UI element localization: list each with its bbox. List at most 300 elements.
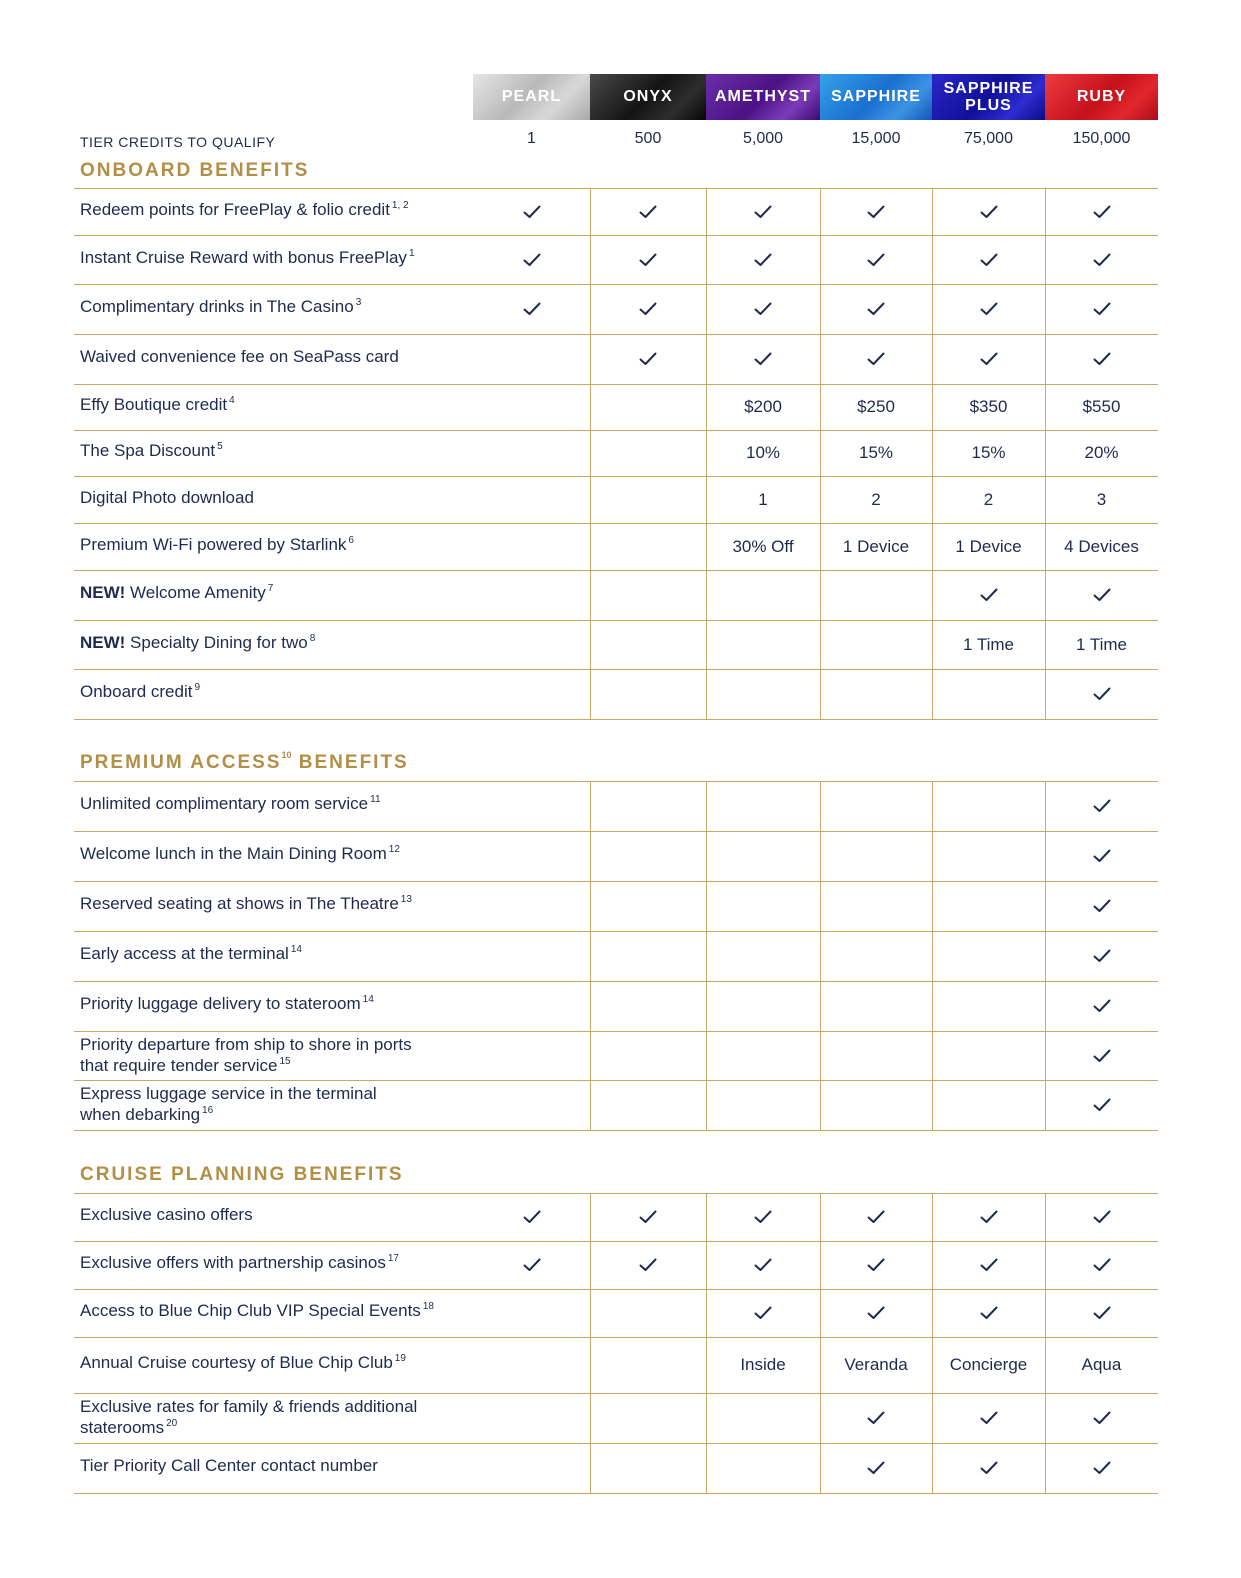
benefit-label-text: Unlimited complimentary room service [80, 794, 369, 813]
cell-splus [932, 781, 1045, 831]
benefit-label-text: Exclusive offers with partnership casinos [80, 1253, 386, 1272]
footnote-marker: 1 [408, 248, 415, 259]
cell-sapphire [820, 1031, 932, 1080]
cell-pearl [473, 570, 590, 620]
checkmark-icon [867, 1258, 885, 1272]
cell-ruby [1045, 981, 1158, 1031]
cell-ruby [1045, 1393, 1158, 1443]
checkmark-icon [639, 253, 657, 267]
cell-onyx [590, 1337, 706, 1393]
checkmark-icon [980, 588, 998, 602]
checkmark-icon [1093, 899, 1111, 913]
cell-pearl [473, 476, 590, 523]
section-title: CRUISE PLANNING BENEFITS [80, 1164, 404, 1185]
benefit-label [80, 1455, 500, 1476]
cell-onyx [590, 1393, 706, 1443]
cell-pearl [473, 188, 590, 235]
cell-splus [932, 931, 1045, 981]
benefit-label-text: Effy Boutique credit [80, 395, 228, 414]
cell-splus [932, 235, 1045, 284]
cell-pearl [473, 931, 590, 981]
tier-header-sapphire: SAPPHIRE [820, 74, 932, 120]
cell-sapphire [820, 334, 932, 384]
cell-splus [932, 1193, 1045, 1241]
footnote-marker: 14 [362, 994, 374, 1005]
cell-sapphire [820, 284, 932, 334]
cell-sapphire [820, 1193, 932, 1241]
benefit-label [80, 993, 500, 1014]
benefit-label-line: Exclusive rates for family & friends additional [80, 1397, 418, 1416]
checkmark-icon [867, 1461, 885, 1475]
benefit-label-line: Priority departure from ship to shore in ports [80, 1035, 412, 1054]
cell-ruby: Aqua [1081, 1355, 1122, 1374]
checkmark-icon [980, 1461, 998, 1475]
cell-sapphire [820, 1393, 932, 1443]
cell-pearl [473, 1337, 590, 1393]
cell-ruby [1045, 1193, 1158, 1241]
cell-sapphire: Veranda [844, 1355, 908, 1374]
cell-onyx [590, 384, 706, 430]
cell-amethyst [706, 931, 820, 981]
benefit-label [80, 843, 500, 864]
checkmark-icon [1093, 999, 1111, 1013]
benefit-label [80, 582, 500, 603]
cell-onyx [590, 1031, 706, 1080]
cell-sapphire [820, 1080, 932, 1130]
qualify-value-ruby: 150,000 [1072, 130, 1131, 147]
cell-pearl [473, 981, 590, 1031]
cell-ruby: 4 Devices [1064, 536, 1139, 556]
cell-amethyst [706, 620, 820, 669]
cell-amethyst [706, 831, 820, 881]
cell-ruby [1045, 334, 1158, 384]
checkmark-icon [523, 253, 541, 267]
cell-splus [932, 1393, 1045, 1443]
benefit-label [80, 440, 500, 461]
section-title: ONBOARD BENEFITS [80, 160, 310, 181]
checkmark-icon [754, 302, 772, 316]
checkmark-icon [867, 302, 885, 316]
cell-ruby [1045, 570, 1158, 620]
cell-sapphire [820, 1241, 932, 1289]
benefit-label-text: Access to Blue Chip Club VIP Special Events [80, 1301, 421, 1320]
footnote-marker: 17 [387, 1253, 399, 1264]
footnote-marker: 19 [394, 1353, 406, 1364]
checkmark-icon [1093, 1210, 1111, 1224]
checkmark-icon [980, 253, 998, 267]
cell-onyx [590, 1443, 706, 1493]
cell-onyx [590, 334, 706, 384]
cell-ruby: 1 Time [1075, 634, 1128, 654]
cell-pearl [473, 523, 590, 570]
tier-header-amethyst: AMETHYST [706, 74, 820, 120]
cell-pearl [473, 334, 590, 384]
cell-ruby: $550 [1082, 397, 1121, 416]
checkmark-icon [1093, 1049, 1111, 1063]
benefit-label [80, 1396, 500, 1438]
cell-amethyst [706, 881, 820, 931]
cell-splus [932, 284, 1045, 334]
tier-header-pearl: PEARL [473, 74, 590, 120]
checkmark-icon [980, 1258, 998, 1272]
cell-splus: 1 Device [955, 536, 1022, 556]
cell-ruby [1045, 781, 1158, 831]
cell-amethyst: 10% [745, 443, 781, 462]
cell-splus [932, 188, 1045, 235]
cell-pearl [473, 831, 590, 881]
benefit-label-text: Waived convenience fee on SeaPass card [80, 347, 399, 366]
cell-onyx [590, 284, 706, 334]
cell-ruby [1045, 1289, 1158, 1337]
cell-onyx [590, 430, 706, 476]
checkmark-icon [754, 253, 772, 267]
benefit-label-text: that require tender service [80, 1056, 278, 1075]
benefit-label [80, 247, 500, 268]
qualify-label: TIER CREDITS TO QUALIFY [80, 134, 276, 150]
cell-onyx [590, 831, 706, 881]
benefit-label [80, 1252, 500, 1273]
cell-onyx [590, 669, 706, 719]
checkmark-icon [867, 253, 885, 267]
qualify-value-amethyst: 5,000 [742, 130, 784, 147]
cell-onyx [590, 523, 706, 570]
cell-onyx [590, 570, 706, 620]
footnote-marker: 18 [422, 1301, 434, 1312]
benefit-label [80, 1352, 500, 1373]
cell-sapphire [820, 235, 932, 284]
benefit-label-text: The Spa Discount [80, 441, 216, 460]
benefit-label [80, 1300, 500, 1321]
checkmark-icon [867, 352, 885, 366]
qualify-value-splus: 75,000 [964, 130, 1013, 147]
cell-pearl [473, 235, 590, 284]
footnote-marker: 6 [348, 535, 354, 546]
cell-sapphire [820, 188, 932, 235]
cell-amethyst [706, 1031, 820, 1080]
benefit-label [80, 893, 500, 914]
checkmark-icon [980, 302, 998, 316]
cell-pearl [473, 1289, 590, 1337]
cell-pearl [473, 881, 590, 931]
checkmark-icon [980, 205, 998, 219]
benefit-label-text: Complimentary drinks in The Casino [80, 297, 354, 316]
cell-splus: Concierge [949, 1355, 1028, 1374]
cell-ruby [1045, 1443, 1158, 1493]
cell-pearl [473, 781, 590, 831]
cell-splus [932, 1241, 1045, 1289]
qualify-value-pearl: 1 [527, 130, 536, 147]
cell-amethyst [706, 284, 820, 334]
footnote-marker: 13 [400, 894, 412, 905]
checkmark-icon [639, 1258, 657, 1272]
checkmark-icon [980, 1411, 998, 1425]
cell-splus [932, 1080, 1045, 1130]
checkmark-icon [523, 1258, 541, 1272]
checkmark-icon [754, 1306, 772, 1320]
footnote-marker: 5 [217, 441, 223, 452]
tier-label-line: SAPPHIRE [943, 80, 1034, 97]
cell-ruby: 20% [1084, 443, 1119, 462]
checkmark-icon [639, 352, 657, 366]
checkmark-icon [1093, 1461, 1111, 1475]
cell-onyx [590, 188, 706, 235]
cell-ruby [1045, 881, 1158, 931]
cell-amethyst [706, 1241, 820, 1289]
benefit-label-text: Digital Photo download [80, 488, 254, 507]
checkmark-icon [1093, 1098, 1111, 1112]
cell-ruby [1045, 235, 1158, 284]
cell-sapphire [820, 831, 932, 881]
benefit-label-text: Welcome Amenity [130, 583, 266, 602]
qualify-value-sapphire: 15,000 [851, 130, 901, 147]
qualify-value-onyx: 500 [634, 130, 662, 147]
cell-sapphire [820, 781, 932, 831]
cell-ruby [1045, 669, 1158, 719]
cell-onyx [590, 881, 706, 931]
checkmark-icon [1093, 253, 1111, 267]
section-heading [80, 752, 409, 774]
footnote-marker: 7 [267, 583, 274, 594]
cell-pearl [473, 1241, 590, 1289]
footnote-marker: 1, 2 [391, 200, 409, 211]
row-divider [74, 1493, 1158, 1494]
cell-onyx [590, 235, 706, 284]
cell-amethyst [706, 570, 820, 620]
checkmark-icon [1093, 799, 1111, 813]
checkmark-icon [523, 205, 541, 219]
benefit-label-text: Exclusive casino offers [80, 1205, 253, 1224]
cell-pearl [473, 284, 590, 334]
section-title-suffix: BENEFITS [291, 752, 409, 773]
benefit-label [80, 1083, 500, 1125]
cell-amethyst: 30% Off [732, 536, 794, 556]
checkmark-icon [980, 1306, 998, 1320]
benefit-label [80, 632, 500, 653]
cell-pearl [473, 620, 590, 669]
cell-amethyst [706, 334, 820, 384]
cell-splus [932, 334, 1045, 384]
cell-pearl [473, 1193, 590, 1241]
section-heading [80, 160, 309, 182]
checkmark-icon [754, 1210, 772, 1224]
benefit-label [80, 394, 500, 415]
cell-splus: 1 Time [962, 634, 1015, 654]
footnote-marker: 10 [281, 750, 292, 760]
cell-splus: 15% [971, 443, 1006, 462]
checkmark-icon [639, 302, 657, 316]
cell-ruby: 3 [1096, 489, 1107, 509]
checkmark-icon [1093, 352, 1111, 366]
cell-onyx [590, 1080, 706, 1130]
cell-amethyst: 1 [758, 489, 768, 509]
cell-splus [932, 570, 1045, 620]
checkmark-icon [754, 1258, 772, 1272]
cell-amethyst [706, 1289, 820, 1337]
cell-sapphire: 1 Device [842, 536, 910, 556]
cell-onyx [590, 781, 706, 831]
cell-splus [932, 981, 1045, 1031]
cell-ruby [1045, 1080, 1158, 1130]
cell-amethyst [706, 781, 820, 831]
benefit-label-text: Priority luggage delivery to stateroom [80, 994, 361, 1013]
cell-amethyst [706, 1080, 820, 1130]
benefit-label [80, 534, 500, 555]
checkmark-icon [1093, 1306, 1111, 1320]
tier-header-splus [932, 74, 1045, 120]
checkmark-icon [867, 205, 885, 219]
checkmark-icon [867, 1210, 885, 1224]
cell-splus: 2 [983, 489, 994, 509]
checkmark-icon [523, 1210, 541, 1224]
benefit-label-line [80, 1417, 500, 1438]
footnote-marker: 9 [194, 682, 201, 693]
benefit-label-text: Reserved seating at shows in The Theatre [80, 894, 399, 913]
cell-pearl [473, 1031, 590, 1080]
new-badge: NEW! [80, 633, 131, 652]
benefit-label-line [80, 1055, 500, 1076]
checkmark-icon [1093, 849, 1111, 863]
cell-sapphire [820, 570, 932, 620]
cell-ruby [1045, 284, 1158, 334]
benefit-label [80, 487, 500, 508]
cell-pearl [473, 1443, 590, 1493]
cell-sapphire [820, 1443, 932, 1493]
cell-amethyst [706, 1393, 820, 1443]
checkmark-icon [1093, 1258, 1111, 1272]
cell-onyx [590, 476, 706, 523]
benefit-label [80, 296, 500, 317]
checkmark-icon [1093, 1411, 1111, 1425]
cell-splus: $350 [969, 397, 1008, 416]
checkmark-icon [639, 1210, 657, 1224]
cell-ruby [1045, 931, 1158, 981]
cell-amethyst: $200 [744, 397, 782, 416]
footnote-marker: 16 [202, 1105, 214, 1116]
checkmark-icon [1093, 687, 1111, 701]
footnote-marker: 12 [388, 844, 400, 855]
cell-sapphire [820, 669, 932, 719]
benefit-label-text: Annual Cruise courtesy of Blue Chip Club [80, 1353, 393, 1372]
footnote-marker: 4 [229, 395, 235, 406]
checkmark-icon [980, 1210, 998, 1224]
benefit-label-line [80, 1104, 500, 1125]
cell-ruby [1045, 1031, 1158, 1080]
row-divider [74, 719, 1158, 720]
cell-pearl [473, 669, 590, 719]
cell-splus [932, 881, 1045, 931]
cell-sapphire: 2 [871, 489, 881, 509]
tier-header-row [473, 74, 1158, 120]
footnote-marker: 15 [279, 1056, 291, 1067]
cell-amethyst [706, 1193, 820, 1241]
benefit-label-text: Welcome lunch in the Main Dining Room [80, 844, 387, 863]
cell-splus [932, 1289, 1045, 1337]
cell-sapphire [820, 981, 932, 1031]
footnote-marker: 8 [309, 633, 316, 644]
checkmark-icon [867, 1306, 885, 1320]
checkmark-icon [639, 205, 657, 219]
cell-amethyst [706, 188, 820, 235]
footnote-marker: 3 [355, 297, 362, 308]
benefit-label-text: Onboard credit [80, 682, 193, 701]
benefit-label-text: Redeem points for FreePlay & folio credit [80, 200, 390, 219]
cell-splus [932, 1443, 1045, 1493]
cell-amethyst [706, 669, 820, 719]
cell-sapphire: 15% [858, 443, 894, 462]
footnote-marker: 20 [166, 1418, 178, 1429]
footnote-marker: 11 [370, 794, 381, 805]
cell-splus [932, 1031, 1045, 1080]
cell-ruby [1045, 188, 1158, 235]
checkmark-icon [1093, 302, 1111, 316]
cell-sapphire [820, 1289, 932, 1337]
cell-ruby [1045, 1241, 1158, 1289]
cell-onyx [590, 1289, 706, 1337]
benefit-label [80, 199, 500, 220]
checkmark-icon [754, 352, 772, 366]
section-title: PREMIUM ACCESS [80, 752, 282, 773]
benefit-label-text: Tier Priority Call Center contact number [80, 1456, 378, 1475]
footnote-marker: 14 [290, 944, 302, 955]
benefit-label [80, 793, 500, 814]
tier-header-ruby: RUBY [1045, 74, 1158, 120]
cell-sapphire [820, 881, 932, 931]
cell-sapphire [820, 620, 932, 669]
cell-onyx [590, 1193, 706, 1241]
benefit-label-text: when debarking [80, 1105, 201, 1124]
checkmark-icon [867, 1411, 885, 1425]
cell-amethyst: Inside [740, 1355, 786, 1374]
row-divider [74, 1130, 1158, 1131]
benefit-label-line: Express luggage service in the terminal [80, 1084, 377, 1103]
checkmark-icon [523, 302, 541, 316]
benefit-label-text: Instant Cruise Reward with bonus FreePlay [80, 248, 407, 267]
cell-onyx [590, 1241, 706, 1289]
benefit-label [80, 943, 500, 964]
cell-pearl [473, 430, 590, 476]
section-heading [80, 1164, 404, 1186]
benefit-label-text: Premium Wi-Fi powered by Starlink [80, 535, 347, 554]
benefit-label-text: Specialty Dining for two [130, 633, 308, 652]
cell-onyx [590, 931, 706, 981]
cell-sapphire [820, 931, 932, 981]
benefit-label-text: Early access at the terminal [80, 944, 289, 963]
cell-pearl [473, 1080, 590, 1130]
benefit-label [80, 1034, 500, 1076]
cell-onyx [590, 981, 706, 1031]
tier-label-line: PLUS [965, 97, 1012, 114]
cell-pearl [473, 384, 590, 430]
cell-amethyst [706, 235, 820, 284]
benefit-label [80, 681, 500, 702]
cell-splus [932, 669, 1045, 719]
cell-amethyst [706, 981, 820, 1031]
benefit-label-text: staterooms [80, 1418, 165, 1437]
cell-onyx [590, 620, 706, 669]
new-badge: NEW! [80, 583, 131, 602]
checkmark-icon [754, 205, 772, 219]
cell-sapphire: $250 [857, 397, 895, 416]
checkmark-icon [1093, 949, 1111, 963]
checkmark-icon [1093, 588, 1111, 602]
checkmark-icon [1093, 205, 1111, 219]
tier-header-onyx: ONYX [590, 74, 706, 120]
benefit-label [80, 346, 500, 367]
checkmark-icon [980, 352, 998, 366]
cell-amethyst [706, 1443, 820, 1493]
benefit-label [80, 1204, 500, 1225]
cell-pearl [473, 1393, 590, 1443]
